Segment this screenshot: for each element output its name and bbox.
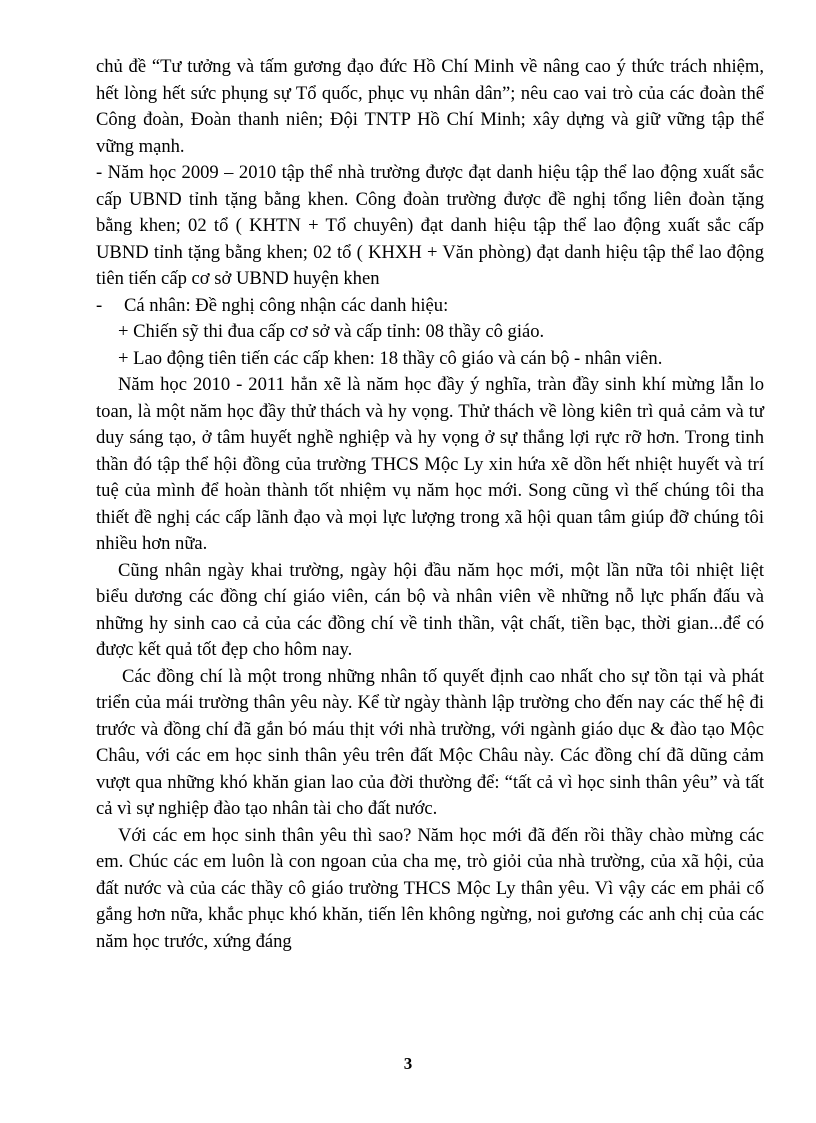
- paragraph-achievements: - Năm học 2009 – 2010 tập thể nhà trường được đạt danh hiệu tập thể lao động xuất sắc cấp UBND tỉnh tặng bằng khen. Công đoàn trường được đề nghị tổng liên đoàn tặng bằng khen; 02 tổ ( KHTN + Tổ chuyên) đạt danh hiệu tập thể lao động xuất sắc cấp UBND tỉnh tặng bằng khen; 02 tổ ( KHXH + Văn phòng) đạt danh hiệu tập thể lao động tiên tiến cấp cơ sở UBND huyện khen: [96, 162, 764, 289]
- paragraph-students: Với các em học sinh thân yêu thì sao? Năm học mới đã đến rồi thầy chào mừng các em. Chúc các em luôn là con ngoan của cha mẹ, trò giỏi của nhà trường, của xã hội, của đất nước và của các thầy cô giáo trường THCS Mộc Ly thân yêu. Vì vậy các em phải cố gắng hơn nữa, khắc phục khó khăn, tiến lên không ngừng, noi gương các anh chị của các năm học trước, xứng đáng: [96, 824, 764, 952]
- list-item-individuals: [96, 293, 764, 320]
- sub-item-labor: + Lao động tiên tiến các cấp khen: 18 thầy cô giáo và cán bộ - nhân viên.: [118, 347, 663, 369]
- sub-item-emulation: + Chiến sỹ thi đua cấp cơ sở và cấp tỉnh: 08 thầy cô giáo.: [118, 321, 545, 342]
- paragraph-school-year: Năm học 2010 - 2011 hẳn xẽ là năm học đầy ý nghĩa, tràn đầy sinh khí mừng lẫn lo toan, là một năm học đầy thử thách và hy vọng. Thử thách về lòng kiên trì quả cảm và tư duy sáng tạo, ở tâm huyết nghề nghiệp và hy vọng ở sự thắng lợi rực rỡ hơn. Trong tinh thần đó tập thể hội đồng của trường THCS Mộc Ly xin hứa xẽ dồn hết nhiệt huyết và trí tuệ của mình để hoàn thành tốt nhiệm vụ năm học mới. Song cũng vì thế chúng tôi tha thiết đề nghị các cấp lãnh đạo và mọi lực lượng trong xã hội quan tâm giúp đỡ chúng tôi nhiều hơn nữa.: [96, 374, 764, 554]
- paragraph-comrades: Các đồng chí là một trong những nhân tố quyết định cao nhất cho sự tồn tại và phát triển của mái trường thân yêu này. Kể từ ngày thành lập trường cho đến nay các thế hệ đi trước và đồng chí đã gắn bó máu thịt với nhà trường, với ngành giáo dục & đào tạo Mộc Châu, với các em học sinh thân yêu trên đất Mộc Châu này. Các đồng chí đã dũng cảm vượt qua những khó khăn gian lao của đời thường để: “tất cả vì học sinh thân yêu” và tất cả vì sự nghiệp đào tạo nhân tài cho đất nước.: [96, 665, 764, 819]
- page-number: 3: [403, 1054, 413, 1073]
- list-marker: -: [96, 294, 103, 316]
- paragraph-commendation: Cũng nhân ngày khai trường, ngày hội đầu năm học mới, một lần nữa tôi nhiệt liệt biểu dương các đồng chí giáo viên, cán bộ và nhân viên về những nỗ lực phấn đấu và những hy sinh cao cả của các đồng chí về tinh thần, vật chất, tiền bạc, thời gian...để có được kết quả tốt đẹp cho hôm nay.: [96, 559, 764, 660]
- body-text: [96, 54, 764, 955]
- list-item-text: Cá nhân: Đề nghị công nhận các danh hiệu:: [124, 294, 449, 316]
- paragraph-continuation: chủ đề “Tư tưởng và tấm gương đạo đức Hồ Chí Minh về nâng cao ý thức trách nhiệm, hết lòng hết sức phụng sự Tổ quốc, phục vụ nhân dân”; nêu cao vai trò của các đoàn thể Công đoàn, Đoàn thanh niên; Đội TNTP Hồ Chí Minh; xây dựng và giữ vững tập thể vững mạnh.: [96, 56, 764, 157]
